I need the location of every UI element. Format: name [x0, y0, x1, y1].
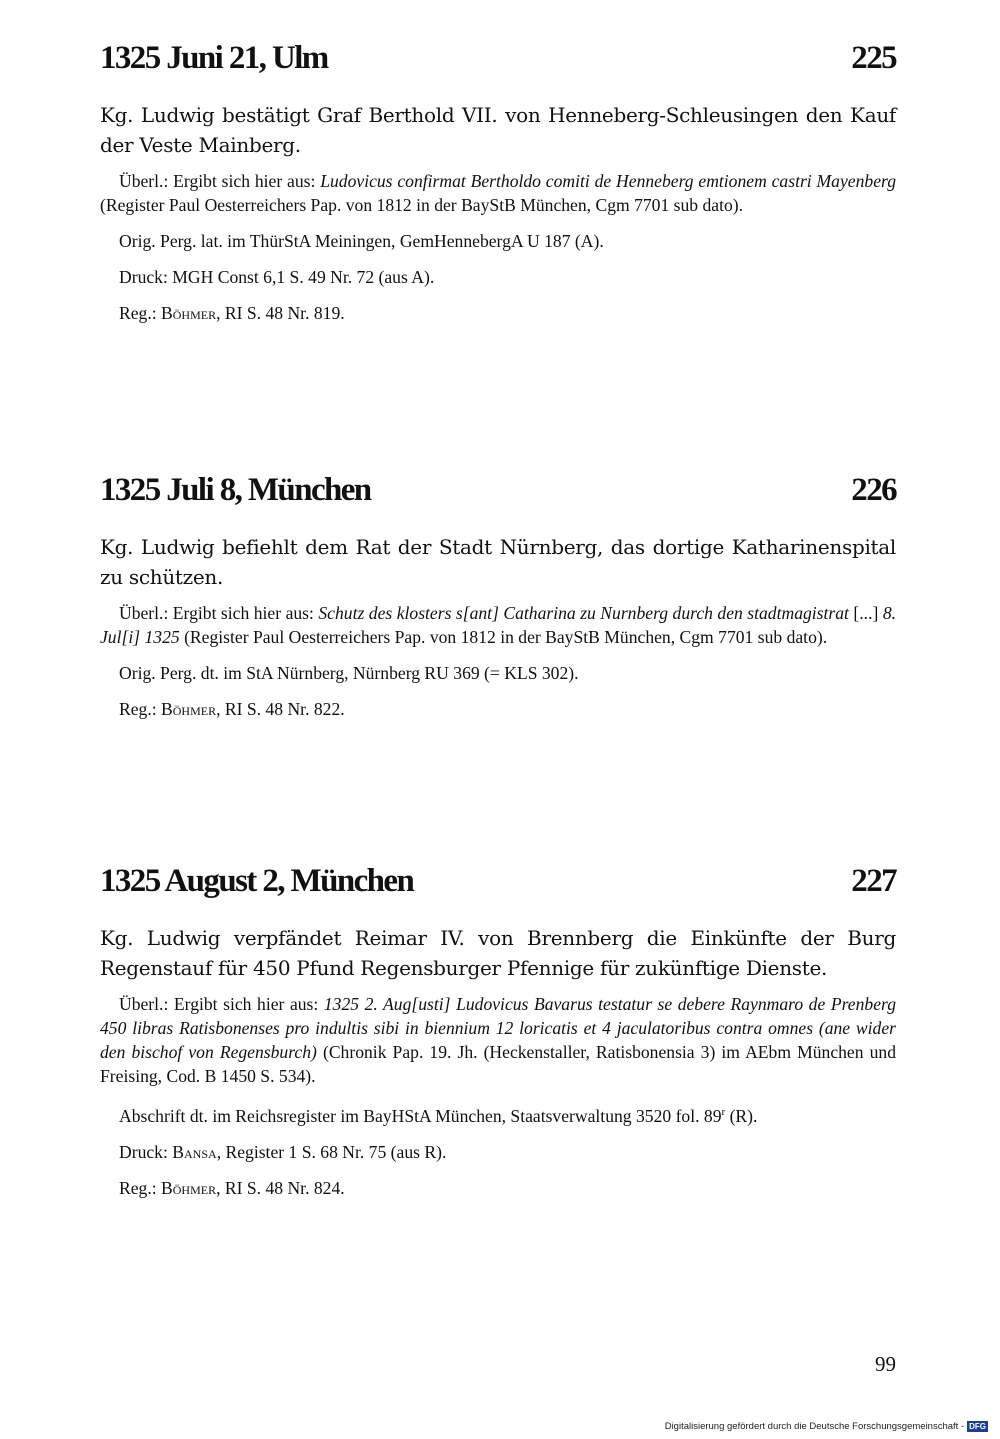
entry-heading — [100, 863, 896, 903]
original-note: Orig. Perg. dt. im StA Nürnberg, Nürnberg RU 369 (= KLS 302). — [119, 663, 579, 683]
entry-summary: Kg. Ludwig verpfändet Reimar IV. von Brennberg die Einkünfte der Burg Regenstauf für 450 Pfund Regensburger Pfennige für zukünftige Dienste. — [100, 926, 896, 980]
regest-note: Reg.: Böhmer, RI S. 48 Nr. 824. — [119, 1177, 345, 1198]
entry-summary: Kg. Ludwig bestätigt Graf Berthold VII. von Henneberg-Schleusingen den Kauf der Veste Mainberg. — [100, 103, 896, 157]
ueberlieferung: Überl.: Ergibt sich hier aus: 1325 2. Aug[usti] Ludovicus Bavarus testatur se debere Raynmaro de Prenberg 450 libras Ratisbonenses pro indultis sibi in biennium 12 loricatis et 4 jaculatoribus contra omnes (ane wider den bischof von Regensburch) (Chronik Pap. 19. Jh. (Heckenstaller, Ratisbonensia 3) im AEbm München und Freising, Cod. B 1450 S. 534). — [100, 994, 896, 1086]
regest-note: Reg.: Böhmer, RI S. 48 Nr. 822. — [119, 699, 345, 719]
regest-note: Reg.: Böhmer, RI S. 48 Nr. 819. — [119, 303, 345, 323]
druck-note: Druck: MGH Const 6,1 S. 49 Nr. 72 (aus A). — [119, 267, 435, 287]
footer-text: Digitalisierung gefördert durch die Deutsche Forschungsgemeinschaft - — [664, 1421, 965, 1432]
page-number: 99 — [875, 1352, 896, 1376]
entry-date-place: 1325 Juni 21, Ulm — [100, 40, 328, 76]
original-note: Orig. Perg. lat. im ThürStA Meiningen, GemHennebergA U 187 (A). — [119, 231, 604, 251]
ueberlieferung: Überl.: Ergibt sich hier aus: Schutz des klosters s[ant] Catharina zu Nurnberg durch den stadtmagistrat [...] 8. Jul[i] 1325 (Register Paul Oesterreichers Pap. von 1812 in der BayStB München, Cgm 7701 sub dato). — [100, 603, 897, 647]
ueberlieferung: Überl.: Ergibt sich hier aus: Ludovicus confirmat Bertholdo comiti de Henneberg emtionem castri Mayenberg (Register Paul Oesterreichers Pap. von 1812 in der BayStB München, Cgm 7701 sub dato). — [100, 171, 896, 215]
dfg-logo: DFG — [969, 1422, 986, 1431]
entry-225 — [100, 40, 896, 325]
entry-number: 225 — [851, 40, 896, 76]
abschrift-note: Abschrift dt. im Reichsregister im BayHStA München, Staatsverwaltung 3520 fol. 89$^r$ (R). — [119, 1105, 758, 1126]
entry-date-place: 1325 August 2, München — [100, 863, 414, 899]
entry-date-place: 1325 Juli 8, München — [100, 472, 371, 508]
entry-227 — [100, 863, 896, 1200]
dfg-footer — [665, 1421, 988, 1432]
entry-226 — [100, 472, 896, 721]
entry-number: 227 — [851, 863, 896, 899]
druck-note: Druck: Bansa, Register 1 S. 68 Nr. 75 (aus R). — [119, 1141, 447, 1162]
entry-summary: Kg. Ludwig befiehlt dem Rat der Stadt Nürnberg, das dortige Katharinenspital zu schützen. — [100, 535, 896, 589]
entry-heading — [100, 472, 896, 512]
entry-number: 226 — [851, 472, 896, 508]
entry-heading — [100, 40, 896, 80]
